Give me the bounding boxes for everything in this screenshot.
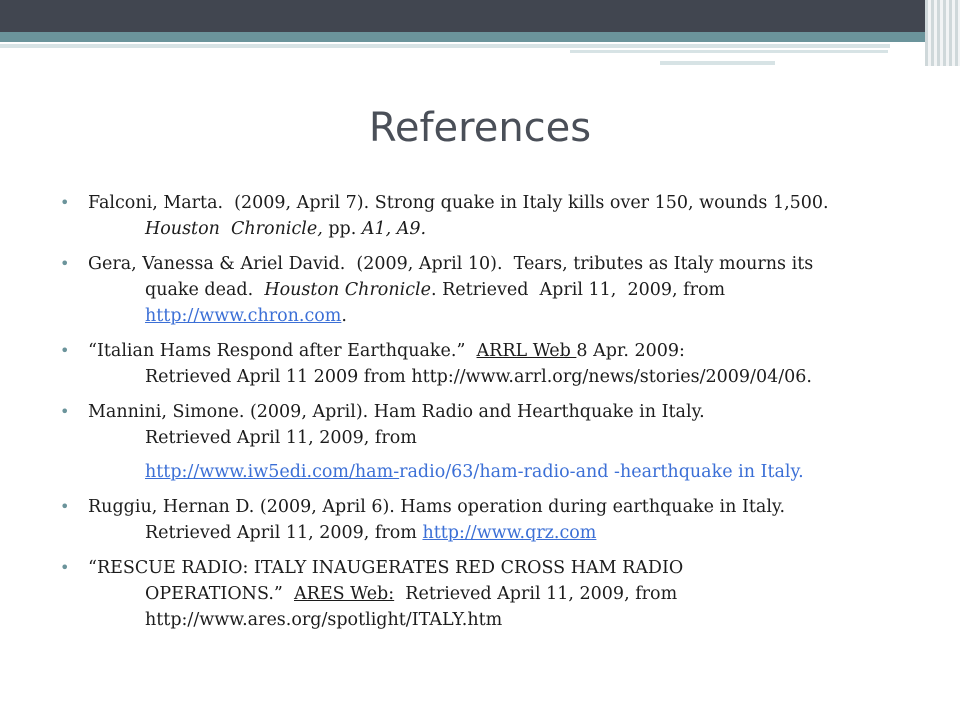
reference-item — [58, 555, 918, 633]
reference-line: • Ruggiu, Hernan D. (2009, April 6). Hams operation during earthquake in Italy. — [88, 497, 786, 517]
reference-link-continued[interactable]: radio/63/ham-radio-and -hearthquake in Italy. — [399, 462, 804, 482]
reference-link[interactable]: http://www.qrz.com — [422, 523, 597, 543]
reference-line: • Gera, Vanessa & Ariel David. (2009, April 10). Tears, tributes as Italy mourns its — [88, 254, 814, 274]
reference-line — [88, 459, 918, 485]
reference-link[interactable]: http://www.chron.com — [145, 306, 342, 326]
accent-band — [0, 32, 960, 42]
reference-link[interactable]: http://www.iw5edi.com/ham- — [145, 462, 400, 482]
slide-title: References — [368, 105, 592, 151]
reference-line — [88, 520, 918, 546]
reference-line: OPERATIONS.” ARES Web: Retrieved April 11, 2009, from — [145, 584, 678, 604]
reference-line: Retrieved April 11, 2009, from — [145, 428, 417, 448]
decorative-stripes — [925, 0, 960, 66]
decorative-line — [570, 50, 888, 53]
reference-line: • “Italian Hams Respond after Earthquake.” ARRL Web 8 Apr. 2009: — [88, 341, 685, 361]
reference-line: quake dead. Houston Chronicle. Retrieved April 11, 2009, from — [145, 280, 726, 300]
decorative-line — [0, 44, 890, 48]
reference-text: Retrieved April 11, 2009, from — [145, 523, 417, 543]
reference-item — [58, 251, 918, 329]
top-bar — [0, 0, 960, 32]
reference-list — [58, 190, 918, 642]
reference-line: • Falconi, Marta. (2009, April 7). Strong quake in Italy kills over 150, wounds 1,500. — [88, 193, 829, 213]
reference-line: • Mannini, Simone. (2009, April). Ham Radio and Hearthquake in Italy. — [88, 402, 705, 422]
reference-line: Houston Chronicle, pp. A1, A9. — [145, 219, 427, 239]
reference-item — [58, 190, 918, 242]
reference-line: http://www.chron.com. — [145, 306, 347, 326]
reference-item — [58, 494, 918, 546]
reference-item — [58, 399, 918, 485]
reference-line: Retrieved April 11 2009 from http://www.arrl.org/news/stories/2009/04/06. — [145, 367, 812, 387]
decorative-line — [660, 61, 775, 65]
reference-item — [58, 338, 918, 390]
reference-line: http://www.ares.org/spotlight/ITALY.htm — [145, 610, 503, 630]
reference-line: • “RESCUE RADIO: ITALY INAUGERATES RED CROSS HAM RADIO — [88, 558, 684, 578]
